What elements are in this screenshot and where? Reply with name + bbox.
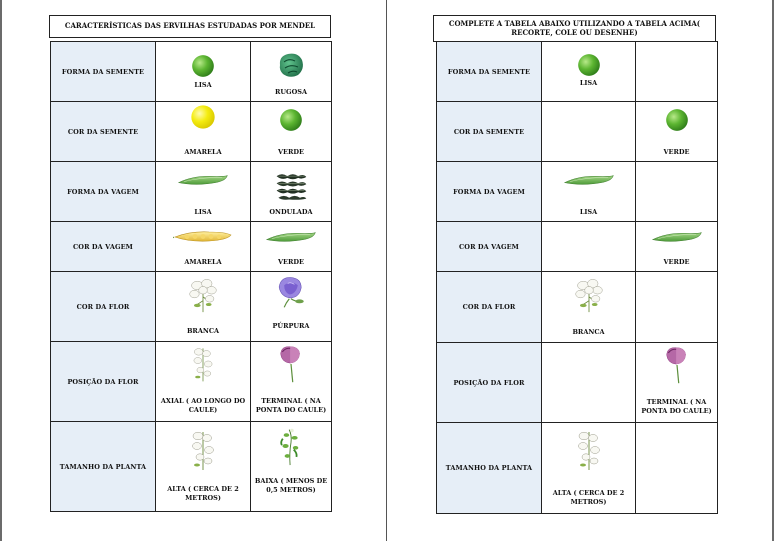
smooth-green-pea-icon (576, 52, 602, 78)
table-row (437, 102, 718, 162)
axial-flower-icon (190, 345, 216, 383)
table-row (437, 343, 718, 423)
answer-cell-b (636, 102, 718, 162)
trait-value: RUGOSA (274, 88, 308, 97)
trait-cell-b (251, 42, 332, 102)
page-edge-left (0, 0, 2, 541)
trait-label: COR DA FLOR (437, 272, 542, 343)
table-row (51, 342, 332, 422)
trait-cell-a (156, 102, 251, 162)
terminal-flower-icon (278, 344, 304, 384)
smooth-pod-icon (563, 172, 615, 188)
trait-value: LISA (194, 81, 212, 90)
trait-value: VERDE (663, 148, 690, 157)
answer-cell-b-empty[interactable] (636, 423, 718, 514)
answer-cell-b-empty[interactable] (636, 162, 718, 222)
trait-value: TERMINAL ( NA PONTA DO CAULE) (641, 398, 712, 416)
answer-cell-b (636, 222, 718, 272)
trait-value: ONDULADA (269, 208, 313, 217)
trait-cell-b (251, 222, 332, 272)
wrinkled-pea-icon (276, 50, 306, 80)
green-pea-icon (664, 107, 690, 133)
trait-value: PÚRPURA (272, 322, 310, 331)
page-divider (386, 0, 387, 541)
short-plant-icon (277, 426, 305, 466)
table-row (437, 162, 718, 222)
green-pod-icon (265, 230, 317, 244)
answer-cell-a-empty[interactable] (542, 102, 636, 162)
answer-cell-b (636, 343, 718, 423)
trait-cell-b (251, 102, 332, 162)
trait-value: BRANCA (186, 327, 220, 336)
trait-value: LISA (579, 208, 598, 217)
table-row (51, 42, 332, 102)
answer-cell-a (542, 423, 636, 514)
green-pod-icon (651, 230, 703, 244)
trait-value: VERDE (278, 258, 304, 267)
left-traits-table (50, 41, 332, 512)
answer-cell-a-empty[interactable] (542, 343, 636, 423)
trait-value: ALTA ( CERCA DE 2 METROS) (167, 485, 239, 503)
constricted-pod-icon (273, 170, 309, 202)
tall-plant-icon (188, 428, 218, 472)
trait-label: FORMA DA VAGEM (51, 162, 156, 222)
trait-cell-a (156, 222, 251, 272)
white-flower-icon (570, 276, 608, 314)
trait-cell-b (251, 342, 332, 422)
trait-value: LISA (579, 79, 598, 88)
trait-label: FORMA DA SEMENTE (437, 42, 542, 102)
table-row (437, 222, 718, 272)
trait-label: TAMANHO DA PLANTA (437, 423, 542, 514)
table-row (437, 42, 718, 102)
table-row (51, 422, 332, 512)
purple-flower-icon (274, 275, 308, 309)
trait-cell-a (156, 422, 251, 512)
table-row (51, 102, 332, 162)
trait-value: BRANCA (572, 328, 605, 337)
trait-cell-b (251, 162, 332, 222)
trait-label: COR DA VAGEM (437, 222, 542, 272)
table-row (51, 272, 332, 342)
answer-cell-b-empty[interactable] (636, 42, 718, 102)
trait-label: FORMA DA VAGEM (437, 162, 542, 222)
trait-cell-b (251, 422, 332, 512)
trait-label: POSIÇÃO DA FLOR (437, 343, 542, 423)
trait-value: ALTA ( CERCA DE 2 METROS) (552, 489, 625, 507)
trait-label: FORMA DA SEMENTE (51, 42, 156, 102)
tall-plant-icon (574, 428, 604, 472)
yellow-pea-icon (189, 103, 217, 131)
trait-label: COR DA FLOR (51, 272, 156, 342)
trait-cell-a (156, 162, 251, 222)
terminal-flower-icon (664, 345, 690, 385)
smooth-pod-icon (177, 172, 229, 188)
trait-label: POSIÇÃO DA FLOR (51, 342, 156, 422)
trait-label: COR DA SEMENTE (51, 102, 156, 162)
white-flower-icon (184, 276, 222, 314)
trait-cell-b (251, 272, 332, 342)
smooth-green-pea-icon (190, 53, 216, 79)
answer-cell-a (542, 162, 636, 222)
trait-value: AMARELA (184, 148, 222, 157)
answer-cell-b-empty[interactable] (636, 272, 718, 343)
answer-cell-a (542, 272, 636, 343)
trait-label: TAMANHO DA PLANTA (51, 422, 156, 512)
trait-value: BAIXA ( MENOS DE 0,5 METROS) (254, 477, 328, 495)
table-row (437, 423, 718, 514)
trait-label: COR DA VAGEM (51, 222, 156, 272)
yellow-pod-icon (173, 229, 233, 245)
trait-cell-a (156, 272, 251, 342)
answer-cell-a-empty[interactable] (542, 222, 636, 272)
left-table-title: CARACTERÍSTICAS DAS ERVILHAS ESTUDADAS POR MENDEL (49, 15, 331, 38)
answer-cell-a (542, 42, 636, 102)
trait-value: TERMINAL ( NA PONTA DO CAULE) (255, 397, 327, 415)
table-row (437, 272, 718, 343)
table-row (51, 222, 332, 272)
trait-value: VERDE (278, 148, 304, 157)
trait-value: LISA (194, 208, 212, 217)
trait-value: AMARELA (184, 258, 222, 267)
right-table-title: COMPLETE A TABELA ABAIXO UTILIZANDO A TABELA ACIMA( RECORTE, COLE OU DESENHE) (433, 15, 716, 42)
trait-cell-a (156, 342, 251, 422)
green-pea-icon (278, 107, 304, 133)
table-row (51, 162, 332, 222)
trait-value: VERDE (663, 258, 690, 267)
right-exercise-table (436, 41, 718, 514)
trait-cell-a (156, 42, 251, 102)
trait-value: AXIAL ( AO LONGO DO CAULE) (160, 397, 246, 415)
trait-label: COR DA SEMENTE (437, 102, 542, 162)
